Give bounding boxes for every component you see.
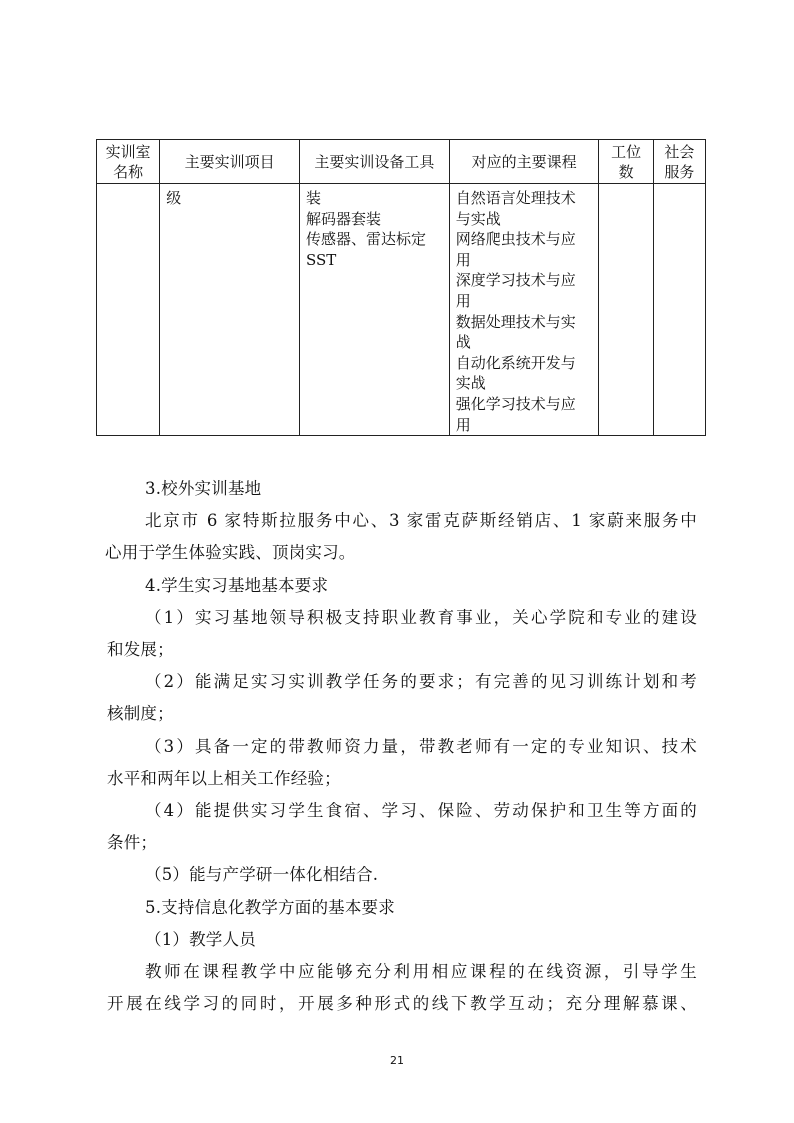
course-line: 网络爬虫技术与应 <box>455 230 576 249</box>
equipment-line: 传感器、雷达标定 <box>305 230 426 249</box>
section-5-heading: 5.支持信息化教学方面的基本要求 <box>145 897 395 917</box>
section-4-item-4-line-1: （4）能提供实习学生食宿、学习、保险、劳动保护和卫生等方面的 <box>145 801 697 821</box>
course-line: 实战 <box>455 374 486 393</box>
course-line: 用 <box>455 415 471 434</box>
section-3-heading: 3.校外实训基地 <box>145 479 262 498</box>
course-line: 用 <box>455 291 471 310</box>
section-5-subheading-1: （1）教学人员 <box>145 929 256 949</box>
header-courses: 对应的主要课程 <box>449 140 599 184</box>
course-line: 数据处理技术与实 <box>455 312 576 331</box>
training-room-table <box>96 139 706 436</box>
header-service <box>653 140 705 184</box>
cell-project <box>160 184 300 436</box>
table-row <box>97 184 706 436</box>
course-line: 用 <box>455 250 471 269</box>
section-4-item-3-line-2: 水平和两年以上相关工作经验； <box>107 768 341 788</box>
section-4-item-3-line-1: （3）具备一定的带教师资力量，带教老师有一定的专业知识、技术 <box>145 736 697 756</box>
cell-courses <box>449 184 599 436</box>
header-room-name-line-2: 名称 <box>113 162 144 181</box>
section-4-item-2-line-2: 核制度； <box>107 704 174 724</box>
project-line: 级 <box>166 189 182 207</box>
header-room-name <box>97 140 160 184</box>
header-project: 主要实训项目 <box>160 140 300 184</box>
body-text <box>107 473 697 1020</box>
equipment-line: 装 <box>305 189 321 207</box>
page-number: 21 <box>390 1054 404 1067</box>
section-4-item-5: （5）能与产学研一体化相结合. <box>145 865 379 885</box>
equipment-line: 解码器套装 <box>305 209 381 228</box>
section-3-text-line-2: 心用于学生体验实践、顶岗实习。 <box>105 543 356 563</box>
header-equipment: 主要实训设备工具 <box>299 140 449 184</box>
section-4-item-4-line-2: 条件； <box>107 833 158 853</box>
course-line: 战 <box>455 333 471 352</box>
header-room-name-line-1: 实训室 <box>105 142 151 161</box>
cell-service <box>653 184 705 436</box>
cell-seats <box>599 184 653 436</box>
header-seats-line-1: 工位 <box>611 142 642 161</box>
course-line: 深度学习技术与应 <box>455 271 576 290</box>
cell-room-name <box>97 184 160 436</box>
header-seats-line-2: 数 <box>618 162 634 181</box>
course-line: 强化学习技术与应 <box>455 394 576 413</box>
section-4-item-1-line-1: （1）实习基地领导积极支持职业教育事业，关心学院和专业的建设 <box>145 607 697 627</box>
section-4-item-1-line-2: 和发展； <box>107 640 174 660</box>
section-5-text-line-2: 开展在线学习的同时，开展多种形式的线下教学互动；充分理解慕课、 <box>107 994 697 1014</box>
equipment-line: SST <box>305 250 337 269</box>
section-4-item-2-line-1: （2）能满足实习实训教学任务的要求；有完善的见习训练计划和考 <box>145 672 697 692</box>
course-line: 自然语言处理技术 <box>455 189 576 207</box>
cell-equipment <box>299 184 449 436</box>
section-3-text-line-1: 北京市 6 家特斯拉服务中心、3 家雷克萨斯经销店、1 家蔚来服务中 <box>145 511 697 531</box>
header-service-line-1: 社会 <box>664 142 695 161</box>
course-line: 自动化系统开发与 <box>455 353 576 372</box>
course-line: 与实战 <box>455 209 501 228</box>
header-seats <box>599 140 653 184</box>
table-header-row <box>97 140 706 184</box>
section-4-heading: 4.学生实习基地基本要求 <box>145 575 329 595</box>
header-service-line-2: 服务 <box>664 162 695 181</box>
section-5-text-line-1: 教师在课程教学中应能够充分利用相应课程的在线资源，引导学生 <box>145 962 697 982</box>
